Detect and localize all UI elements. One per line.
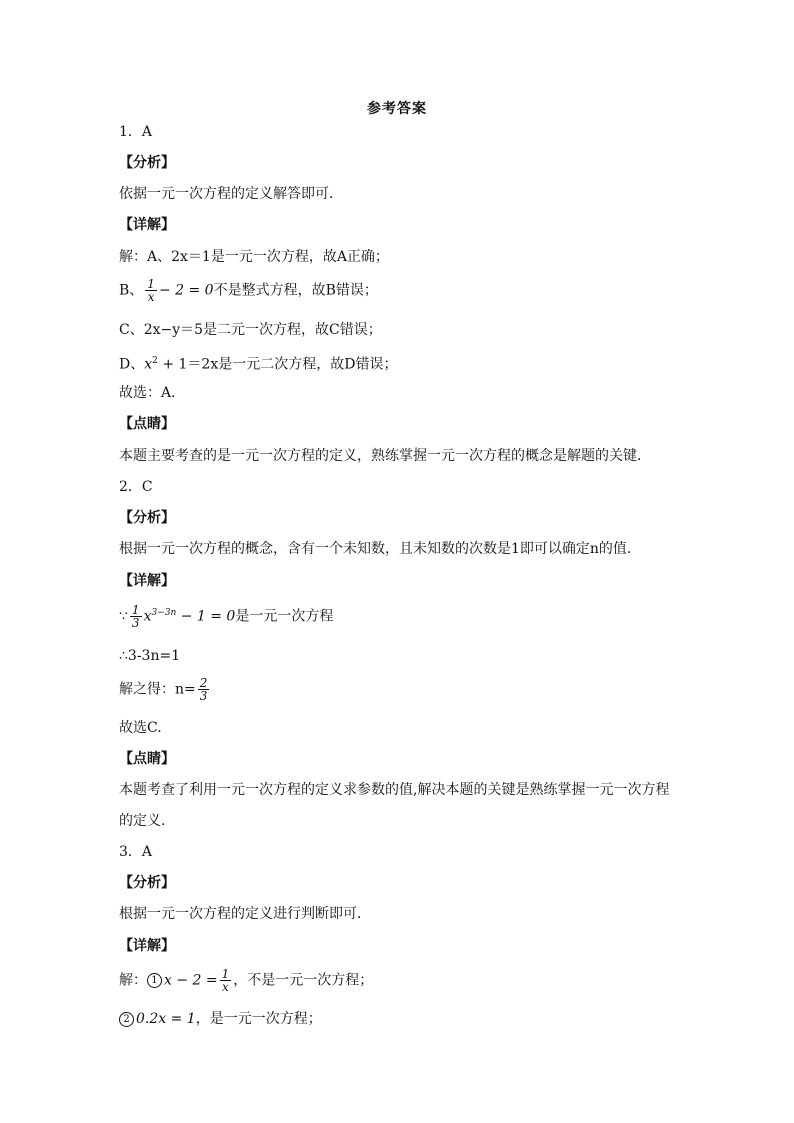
q1-b-expr: − 2 = 0 xyxy=(158,282,214,299)
q1-option-b xyxy=(119,278,378,303)
q2-exp: 3−3n xyxy=(151,608,177,618)
q1-option-a: 解：A、2x＝1是一元一次方程，故A正确； xyxy=(119,249,389,265)
q2-solve-fraction xyxy=(198,677,210,702)
q3-s1-circled-number: 1 xyxy=(147,973,162,988)
q1-detail-heading: 【详解】 xyxy=(119,217,175,233)
q1-answer: 1．A xyxy=(119,124,153,140)
q3-s2-expr: 0.2x = 1 xyxy=(136,1011,196,1027)
q2-fraction xyxy=(130,604,142,629)
q1-b-frac-num: 1 xyxy=(147,277,155,291)
q3-answer: 3．A xyxy=(119,844,153,860)
q2-comment-heading: 【点睛】 xyxy=(119,751,175,767)
q1-option-c: C、2x−y＝5是二元一次方程，故C错误； xyxy=(119,322,382,338)
q3-s1-expr: x − 2 = xyxy=(164,972,218,989)
q2-solve-den: 3 xyxy=(199,689,208,703)
q1-option-d xyxy=(119,352,397,374)
q3-s2-circled-number: 2 xyxy=(119,1012,134,1027)
q1-b-frac-den: x xyxy=(147,290,155,304)
q1-b-text: 不是整式方程，故B错误； xyxy=(213,282,378,299)
q1-b-prefix: B、 xyxy=(119,282,144,299)
q2-expr-text: 是一元一次方程 xyxy=(235,608,334,625)
q3-detail-heading: 【详解】 xyxy=(119,938,175,954)
q1-d-prefix: D、 xyxy=(119,356,145,373)
q3-s2-text: ，是一元一次方程； xyxy=(195,1011,322,1027)
q3-step-2 xyxy=(119,1010,322,1028)
q3-s1-text: ，不是一元一次方程； xyxy=(233,972,374,989)
q2-solve-num: 2 xyxy=(199,676,208,690)
q1-d-exp: 2 xyxy=(152,356,158,366)
q1-b-fraction xyxy=(145,278,157,303)
q3-analysis-heading: 【分析】 xyxy=(119,875,175,891)
q1-d-text: 是一元二次方程，故D错误； xyxy=(218,356,398,373)
q3-s1-fraction xyxy=(220,968,232,993)
q2-therefore: ∴3-3n=1 xyxy=(119,648,181,664)
q2-choose: 故选C. xyxy=(119,720,162,736)
q1-comment: 本题主要考查的是一元一次方程的定义，熟练掌握一元一次方程的概念是解题的关键． xyxy=(119,448,651,464)
q2-solve xyxy=(119,677,211,702)
q2-frac-den: 3 xyxy=(131,616,140,631)
q2-expr-rest: − 1 = 0 xyxy=(176,608,236,625)
q3-s1-den: x xyxy=(222,980,229,994)
q2-detail-heading: 【详解】 xyxy=(119,573,175,589)
q1-d-rest: + 1＝2x xyxy=(157,356,219,373)
q1-analysis: 依据一元一次方程的定义解答即可． xyxy=(119,186,343,202)
q2-frac-num: 1 xyxy=(131,603,140,618)
q2-analysis: 根据一元一次方程的概念，含有一个未知数，且未知数的次数是1即可以确定n的值. xyxy=(119,541,632,557)
q2-because: ∵ xyxy=(119,608,128,625)
q1-analysis-heading: 【分析】 xyxy=(119,155,175,171)
q2-solve-prefix: 解之得：n= xyxy=(119,681,196,698)
q1-choose: 故选：A． xyxy=(119,385,186,401)
page-title: 参考答案 xyxy=(367,101,427,117)
q3-step-1 xyxy=(119,968,373,993)
q3-s1-num: 1 xyxy=(221,967,230,981)
q3-s1-prefix: 解： xyxy=(119,972,147,989)
q1-comment-heading: 【点睛】 xyxy=(119,416,175,432)
q2-answer: 2．C xyxy=(119,479,153,495)
q2-analysis-heading: 【分析】 xyxy=(119,510,175,526)
q2-x: x xyxy=(143,608,152,625)
q3-analysis: 根据一元一次方程的定义进行判断即可． xyxy=(119,906,371,922)
q1-d-x: x xyxy=(144,356,153,373)
q2-comment-line-2: 的定义. xyxy=(119,813,166,829)
q2-equation xyxy=(119,604,333,629)
q2-comment-line-1: 本题考查了利用一元一次方程的定义求参数的值,解决本题的关键是熟练掌握一元一次方程 xyxy=(119,782,670,798)
